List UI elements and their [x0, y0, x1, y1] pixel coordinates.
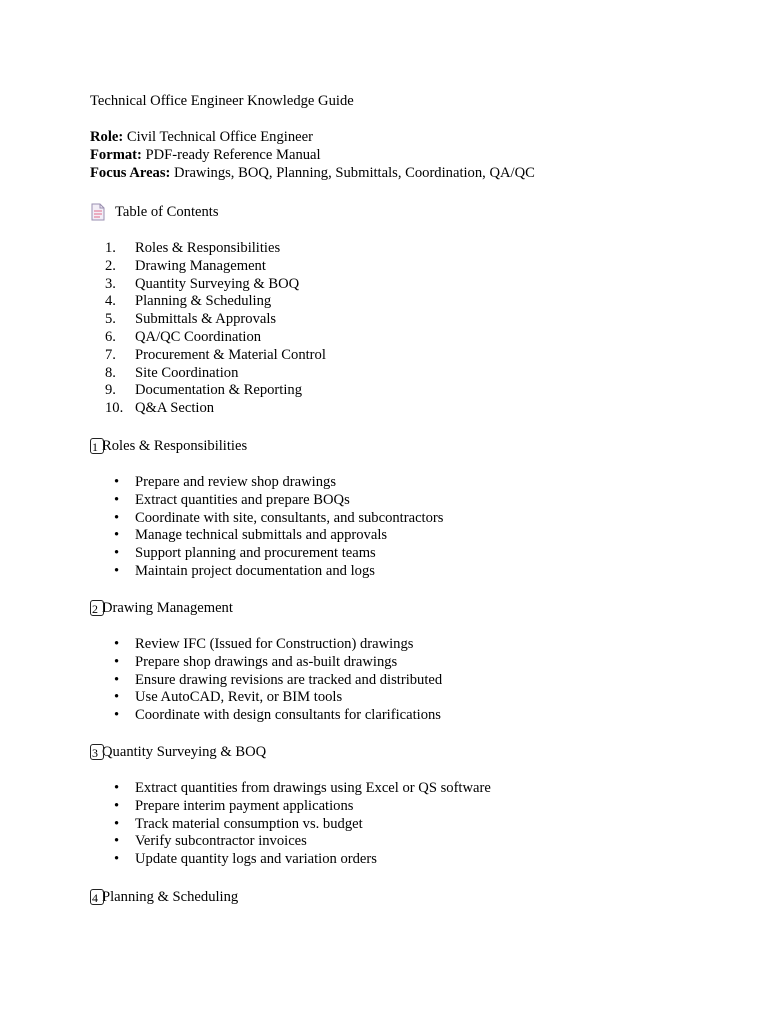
meta-format-value: PDF-ready Reference Manual: [141, 147, 321, 163]
toc-heading-label: Table of Contents: [115, 204, 219, 220]
bullet-text: Support planning and procurement teams: [135, 545, 376, 562]
bullet-icon: •: [114, 851, 120, 868]
bullet-text: Update quantity logs and variation orders: [135, 851, 377, 868]
bullet-icon: •: [114, 653, 120, 670]
bullet-icon: •: [114, 689, 120, 706]
bullet-text: Prepare shop drawings and as-built drawings: [135, 653, 398, 670]
toc-item: [90, 275, 326, 293]
keycap-number-icon: 4: [90, 889, 104, 905]
bullet-item: [90, 850, 491, 868]
keycap-number-icon: 2: [90, 600, 104, 616]
meta-role: [90, 128, 535, 146]
bullet-icon: •: [114, 545, 120, 562]
section-bullet-list: [90, 635, 442, 724]
document-icon: [90, 203, 106, 221]
bullet-item: [90, 671, 442, 689]
toc-item: [90, 310, 326, 328]
toc-item: [90, 257, 326, 275]
toc-item-number: 4.: [105, 293, 116, 310]
meta-role-value: Civil Technical Office Engineer: [123, 129, 313, 145]
document-title: Technical Office Engineer Knowledge Guide: [90, 93, 354, 109]
toc-item-text: Q&A Section: [135, 400, 215, 417]
bullet-text: Track material consumption vs. budget: [135, 815, 363, 832]
bullet-item: [90, 544, 443, 562]
section-heading: [90, 599, 233, 617]
toc-item-number: 7.: [105, 346, 116, 363]
bullet-item: [90, 688, 442, 706]
toc-item-text: QA/QC Coordination: [135, 328, 262, 345]
bullet-item: [90, 473, 443, 491]
toc-item-number: 10.: [105, 400, 124, 417]
toc-list: [90, 239, 326, 417]
section-heading: [90, 743, 266, 761]
section-heading-text: Planning & Scheduling: [102, 889, 239, 905]
section-heading-text: Roles & Responsibilities: [102, 438, 248, 454]
section-bullet-list: [90, 779, 491, 868]
meta-focus-label: Focus Areas:: [90, 165, 171, 181]
toc-item: [90, 399, 326, 417]
bullet-text: Review IFC (Issued for Construction) drawings: [135, 636, 414, 652]
toc-item: [90, 292, 326, 310]
bullet-icon: •: [114, 815, 120, 832]
toc-item-number: 5.: [105, 311, 116, 328]
bullet-item: [90, 815, 491, 833]
toc-heading: [90, 203, 219, 221]
section-heading: [90, 888, 238, 906]
section-heading: [90, 437, 247, 455]
bullet-icon: •: [114, 636, 120, 652]
toc-item-text: Site Coordination: [135, 364, 239, 381]
toc-item-text: Planning & Scheduling: [135, 293, 272, 310]
bullet-icon: •: [114, 707, 120, 724]
bullet-icon: •: [114, 474, 120, 490]
bullet-item: [90, 562, 443, 580]
toc-item: [90, 328, 326, 346]
toc-item-number: 3.: [105, 275, 116, 292]
bullet-icon: •: [114, 671, 120, 688]
toc-item-number: 8.: [105, 364, 116, 381]
bullet-text: Extract quantities and prepare BOQs: [135, 491, 350, 508]
toc-item-text: Procurement & Material Control: [135, 346, 326, 363]
bullet-icon: •: [114, 797, 120, 814]
bullet-item: [90, 832, 491, 850]
toc-item-number: 9.: [105, 382, 116, 399]
keycap-number-icon: 1: [90, 438, 104, 454]
bullet-text: Maintain project documentation and logs: [135, 562, 375, 579]
bullet-icon: •: [114, 509, 120, 526]
section-heading-text: Drawing Management: [102, 600, 233, 616]
meta-format: [90, 146, 535, 164]
bullet-text: Verify subcontractor invoices: [135, 833, 307, 850]
bullet-text: Coordinate with design consultants for clarifications: [135, 707, 441, 724]
bullet-item: [90, 491, 443, 509]
bullet-item: [90, 526, 443, 544]
bullet-item: [90, 635, 442, 653]
meta-focus: [90, 164, 535, 182]
bullet-text: Extract quantities from drawings using Excel or QS software: [135, 780, 491, 796]
toc-item-text: Documentation & Reporting: [135, 382, 302, 399]
section-bullet-list: [90, 473, 443, 580]
bullet-item: [90, 779, 491, 797]
toc-item: [90, 364, 326, 382]
bullet-icon: •: [114, 491, 120, 508]
toc-item-text: Roles & Responsibilities: [135, 240, 281, 256]
meta-format-label: Format:: [90, 147, 142, 163]
bullet-item: [90, 706, 442, 724]
document-meta: [90, 128, 535, 182]
bullet-text: Prepare and review shop drawings: [135, 474, 337, 490]
bullet-text: Ensure drawing revisions are tracked and distributed: [135, 671, 443, 688]
bullet-item: [90, 509, 443, 527]
bullet-item: [90, 797, 491, 815]
bullet-icon: •: [114, 562, 120, 579]
toc-item: [90, 346, 326, 364]
toc-item-text: Drawing Management: [135, 257, 266, 274]
toc-item-text: Submittals & Approvals: [135, 311, 277, 328]
meta-role-label: Role:: [90, 129, 124, 145]
bullet-icon: •: [114, 780, 120, 796]
toc-item-number: 6.: [105, 328, 116, 345]
toc-item-text: Quantity Surveying & BOQ: [135, 275, 300, 292]
bullet-text: Coordinate with site, consultants, and subcontractors: [135, 509, 444, 526]
bullet-icon: •: [114, 527, 120, 544]
toc-item: [90, 381, 326, 399]
keycap-number-icon: 3: [90, 744, 104, 760]
bullet-text: Use AutoCAD, Revit, or BIM tools: [135, 689, 343, 706]
toc-item: [90, 239, 326, 257]
bullet-text: Manage technical submittals and approvals: [135, 527, 388, 544]
bullet-icon: •: [114, 833, 120, 850]
meta-focus-value: Drawings, BOQ, Planning, Submittals, Coordination, QA/QC: [170, 165, 535, 181]
toc-item-number: 1.: [105, 240, 116, 256]
bullet-text: Prepare interim payment applications: [135, 797, 354, 814]
toc-item-number: 2.: [105, 257, 116, 274]
bullet-item: [90, 653, 442, 671]
section-heading-text: Quantity Surveying & BOQ: [102, 744, 267, 760]
